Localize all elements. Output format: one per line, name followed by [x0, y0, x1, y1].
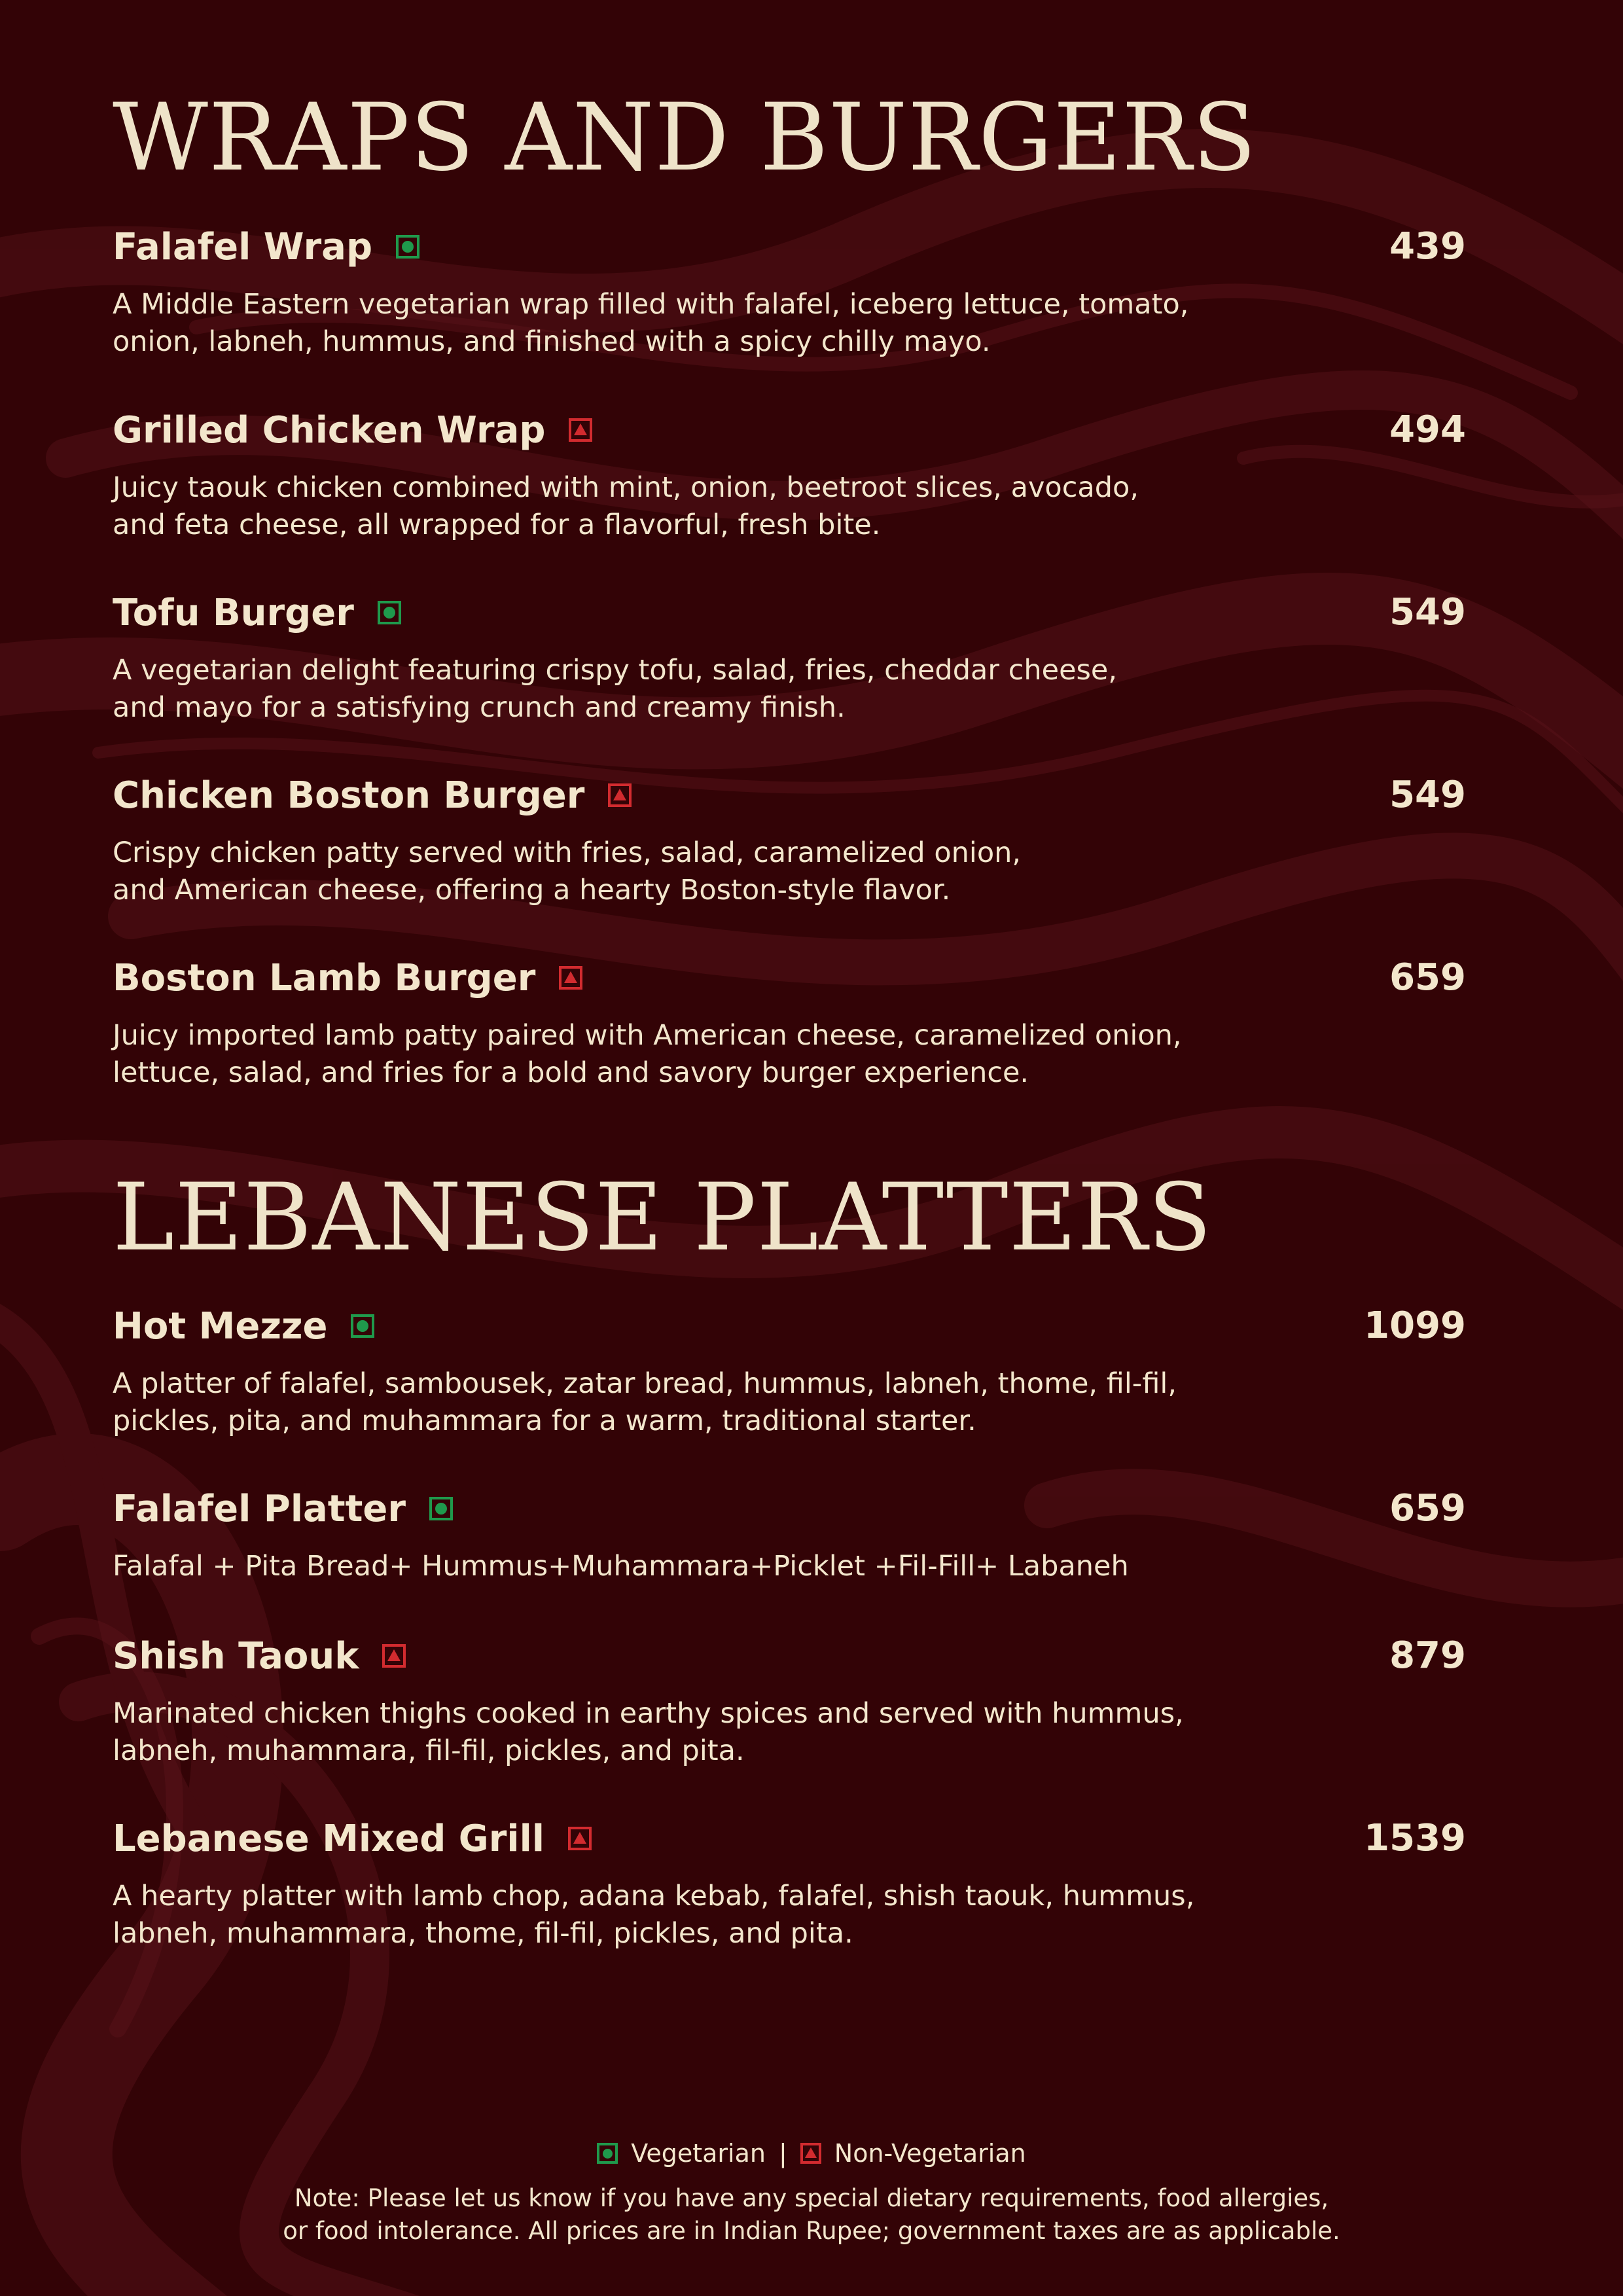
- item-name: Chicken Boston Burger: [113, 774, 585, 817]
- item-description: [113, 1017, 1212, 1092]
- dietary-note: [0, 2182, 1623, 2248]
- item-description: [113, 1878, 1212, 1952]
- item-name: Shish Taouk: [113, 1634, 359, 1677]
- veg-mark-icon: [429, 1497, 453, 1520]
- non-veg-mark-icon: [568, 1827, 592, 1850]
- section-title-lebanese-platters: LEBANESE PLATTERS: [113, 1164, 1213, 1272]
- item-name: Grilled Chicken Wrap: [113, 408, 546, 452]
- item-description: [113, 834, 1212, 909]
- menu-item-shish-taouk: [113, 1630, 1466, 1770]
- item-price: 439: [1389, 225, 1466, 268]
- item-description-line: A vegetarian delight featuring crispy tofu, salad, fries, cheddar cheese,: [113, 654, 1118, 687]
- item-price: 659: [1389, 956, 1466, 999]
- item-description-line: Crispy chicken patty served with fries, salad, caramelized onion,: [113, 836, 1022, 869]
- item-description-line: Marinated chicken thighs cooked in earthy spices and served with hummus,: [113, 1697, 1184, 1730]
- item-description-line: onion, labneh, hummus, and finished with a spicy chilly mayo.: [113, 325, 991, 358]
- menu-item-tofu-burger: [113, 586, 1466, 726]
- item-description-line: labneh, muhammara, fil-fil, pickles, and pita.: [113, 1734, 745, 1767]
- item-description-line: pickles, pita, and muhammara for a warm, traditional starter.: [113, 1405, 976, 1437]
- item-name: Falafel Platter: [113, 1487, 406, 1530]
- note-line: Note: Please let us know if you have any special dietary requirements, food allergies,: [294, 2184, 1329, 2212]
- legend-separator: |: [778, 2139, 787, 2168]
- item-price: 494: [1389, 408, 1466, 451]
- item-description-line: A platter of falafel, sambousek, zatar bread, hummus, labneh, thome, fil-fil,: [113, 1367, 1177, 1400]
- non-veg-mark-icon: [559, 966, 582, 990]
- menu-item-lebanese-mixed-grill: [113, 1812, 1466, 1952]
- item-price: 1099: [1364, 1304, 1466, 1347]
- item-name: Tofu Burger: [113, 591, 354, 634]
- diet-legend: [0, 2135, 1623, 2172]
- menu-item-hot-mezze: [113, 1300, 1466, 1440]
- item-name: Lebanese Mixed Grill: [113, 1817, 544, 1860]
- veg-mark-icon: [597, 2143, 618, 2164]
- veg-mark-icon: [378, 601, 401, 624]
- item-description: [113, 652, 1212, 726]
- item-description: [113, 1365, 1212, 1440]
- item-name: Boston Lamb Burger: [113, 956, 536, 999]
- item-description: [113, 286, 1212, 361]
- item-description-line: A Middle Eastern vegetarian wrap filled with falafel, iceberg lettuce, tomato,: [113, 288, 1189, 321]
- non-veg-mark-icon: [608, 783, 632, 807]
- section-title-wraps-burgers: WRAPS AND BURGERS: [113, 84, 1257, 192]
- item-description-line: Juicy taouk chicken combined with mint, onion, beetroot slices, avocado,: [113, 471, 1139, 504]
- item-price: 549: [1389, 591, 1466, 634]
- item-description-line: labneh, muhammara, thome, fil-fil, pickles, and pita.: [113, 1917, 853, 1950]
- item-description-line: Falafal + Pita Bread+ Hummus+Muhammara+Picklet +Fil-Fill+ Labaneh: [113, 1550, 1129, 1583]
- legend-nonveg-label: Non-Vegetarian: [834, 2139, 1026, 2168]
- non-veg-mark-icon: [382, 1644, 406, 1668]
- veg-mark-icon: [396, 235, 419, 259]
- non-veg-mark-icon: [800, 2143, 821, 2164]
- item-description-line: lettuce, salad, and fries for a bold and savory burger experience.: [113, 1056, 1029, 1089]
- item-description-line: and American cheese, offering a hearty Boston-style flavor.: [113, 874, 951, 906]
- item-description-line: Juicy imported lamb patty paired with American cheese, caramelized onion,: [113, 1019, 1182, 1052]
- item-price: 659: [1389, 1487, 1466, 1530]
- item-name: Hot Mezze: [113, 1304, 328, 1348]
- item-price: 879: [1389, 1634, 1466, 1677]
- non-veg-mark-icon: [569, 418, 592, 442]
- item-description-line: A hearty platter with lamb chop, adana kebab, falafel, shish taouk, hummus,: [113, 1880, 1195, 1912]
- veg-mark-icon: [351, 1314, 374, 1338]
- menu-item-falafel-wrap: [113, 221, 1466, 361]
- item-description: [113, 1548, 1212, 1585]
- menu-item-falafel-platter: [113, 1482, 1466, 1585]
- item-price: 1539: [1364, 1817, 1466, 1859]
- item-description-line: and mayo for a satisfying crunch and creamy finish.: [113, 691, 846, 724]
- item-name: Falafel Wrap: [113, 225, 373, 268]
- note-line: or food intolerance. All prices are in Indian Rupee; government taxes are as applicable.: [283, 2217, 1340, 2245]
- menu-item-boston-lamb-burger: [113, 952, 1466, 1092]
- menu-footer: [0, 2135, 1623, 2248]
- menu-item-grilled-chicken-wrap: [113, 404, 1466, 544]
- item-price: 549: [1389, 774, 1466, 816]
- item-description: [113, 469, 1212, 544]
- legend-veg-label: Vegetarian: [631, 2139, 766, 2168]
- menu-item-chicken-boston-burger: [113, 769, 1466, 909]
- item-description: [113, 1695, 1212, 1770]
- item-description-line: and feta cheese, all wrapped for a flavorful, fresh bite.: [113, 509, 881, 541]
